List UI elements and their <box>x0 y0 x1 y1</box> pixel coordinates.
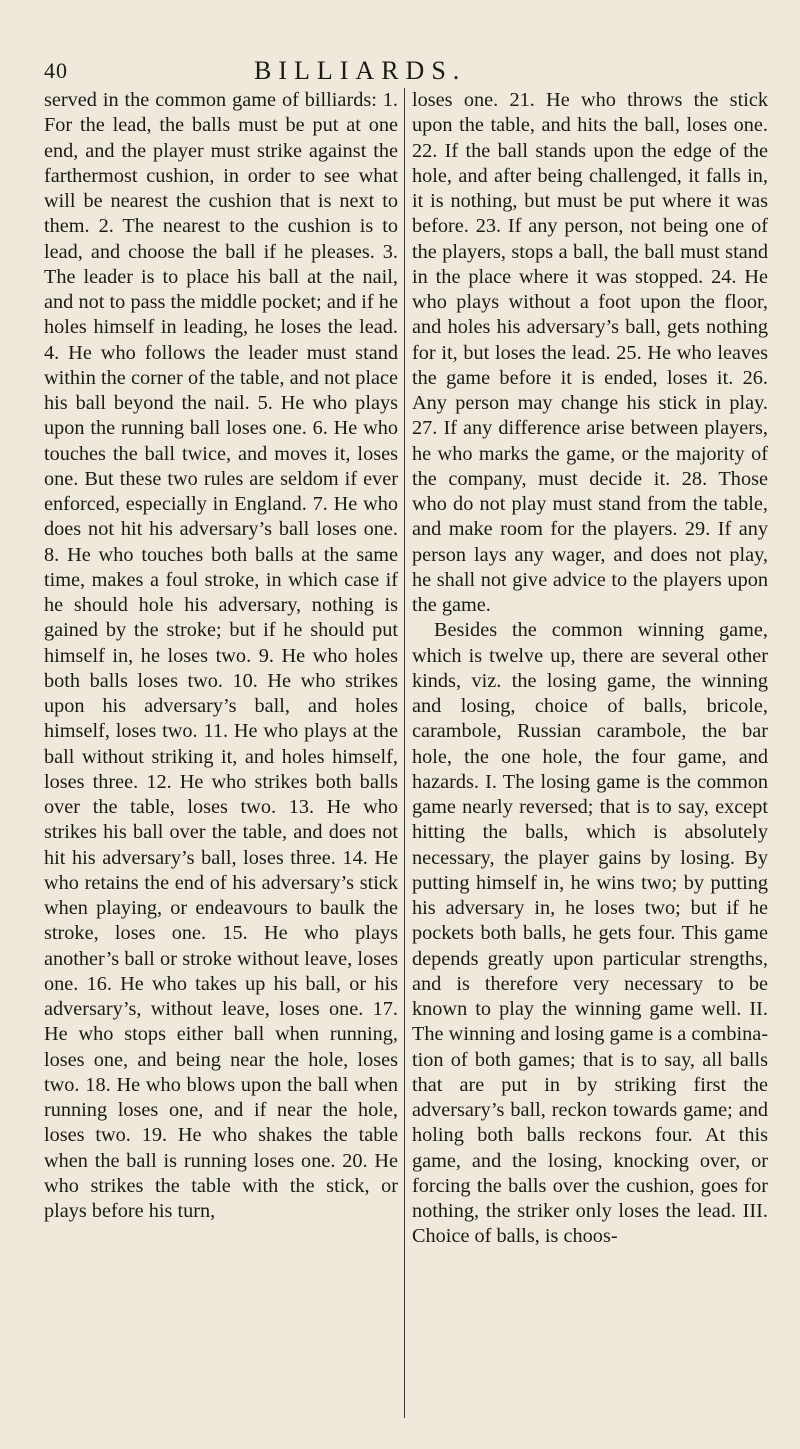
running-title: BILLIARDS. <box>254 56 467 85</box>
text-columns <box>44 88 770 1418</box>
right-paragraph-games: Besides the common winning game, which is twelve up, there are several other kinds, viz. the losing game, the winning and losing, choice of balls, bricole, carambole, Russian carambole, the bar hole, the one hole, the four game, and hazards. I. The losing game is the common game nearly reversed; that is to say, except hitting the balls, which is absolutely necessary, the player gains by losing. By putting himself in, he wins two; by putting his adversary in, he loses two; but if he pockets both balls, he gets four. This game depends greatly upon particular strengths, and is therefore very necessary to be known to play the winning game well. II. The winning and losing game is a combination of both games; that is to say, all balls that are put in by striking first the adversary’s ball, reckon towards game; and holing both balls reckons four. At this game, and the losing, knocking over, or forcing the balls over the cushion, goes for nothing, the striker only loses the lead. III. Choice of balls, is choos- <box>412 619 768 1248</box>
left-paragraph: served in the common game of billiards: 1. For the lead, the balls must be put at one end, and the player must strike against the farthermost cushion, in order to see what will be nearest the cushion that is next to them. 2. The nearest to the cushion is to lead, and choose the ball if he pleases. 3. The leader is to place his ball at the nail, and not to pass the middle pocket; and if he holes himself in leading, he loses the lead. 4. He who follows the leader must stand within the corner of the table, and not place his ball beyond the nail. 5. He who plays upon the running ball loses one. 6. He who touches the ball twice, and moves it, loses one. But these two rules are seldom if ever enforced, especially in England. 7. He who does not hit his adversary’s ball loses one. 8. He who touches both balls at the same time, makes a foul stroke, in which case if he should hole his adversary, nothing is gained by the stroke; but if he should put himself in, he loses two. 9. He who holes both balls loses two. 10. He who strikes upon his adversary’s ball, and holes himself, loses two. 11. He who plays at the ball without striking it, and holes himself, loses three. 12. He who strikes both balls over the table, loses two. 13. He who strikes his ball over the table, and does not hit his adversary’s ball, loses three. 14. He who retains the end of his adversary’s stick when playing, or endeavours to baulk the stroke, loses one. 15. He who plays another’s ball or stroke without leave, loses one. 16. He who takes up his ball, or his adversary’s, without leave, loses one. 17. He who stops either ball when running, loses one, and being near the hole, loses two. 18. He who blows upon the ball when running loses one, and if near the hole, loses two. 19. He who shakes the table when the ball is running loses one. 20. He who strikes the table with the stick, or plays before his turn, <box>44 89 398 1222</box>
right-paragraph-rules: loses one. 21. He who throws the stick upon the table, and hits the ball, loses one. 22. If the ball stands upon the edge of the hole, and after being challenged, it falls in, it is nothing, but must be put where it was before. 23. If any person, not being one of the players, stops a ball, the ball must stand in the place where it was stopped. 24. He who plays without a foot upon the floor, and holes his adversary’s ball, gets nothing for it, but loses the lead. 25. He who leaves the game before it is ended, loses it. 26. Any person may change his stick in play. 27. If any difference arise between players, he who marks the game, or the majority of the company, must decide it. 28. Those who do not play must stand from the table, and make room for the players. 29. If any person lays any wager, and does not play, he shall not give advice to the players upon the game. <box>412 89 768 616</box>
left-column <box>44 88 398 1224</box>
running-head <box>44 58 770 84</box>
page-number: 40 <box>44 58 68 83</box>
right-column <box>412 88 768 1250</box>
column-divider <box>404 88 405 1418</box>
